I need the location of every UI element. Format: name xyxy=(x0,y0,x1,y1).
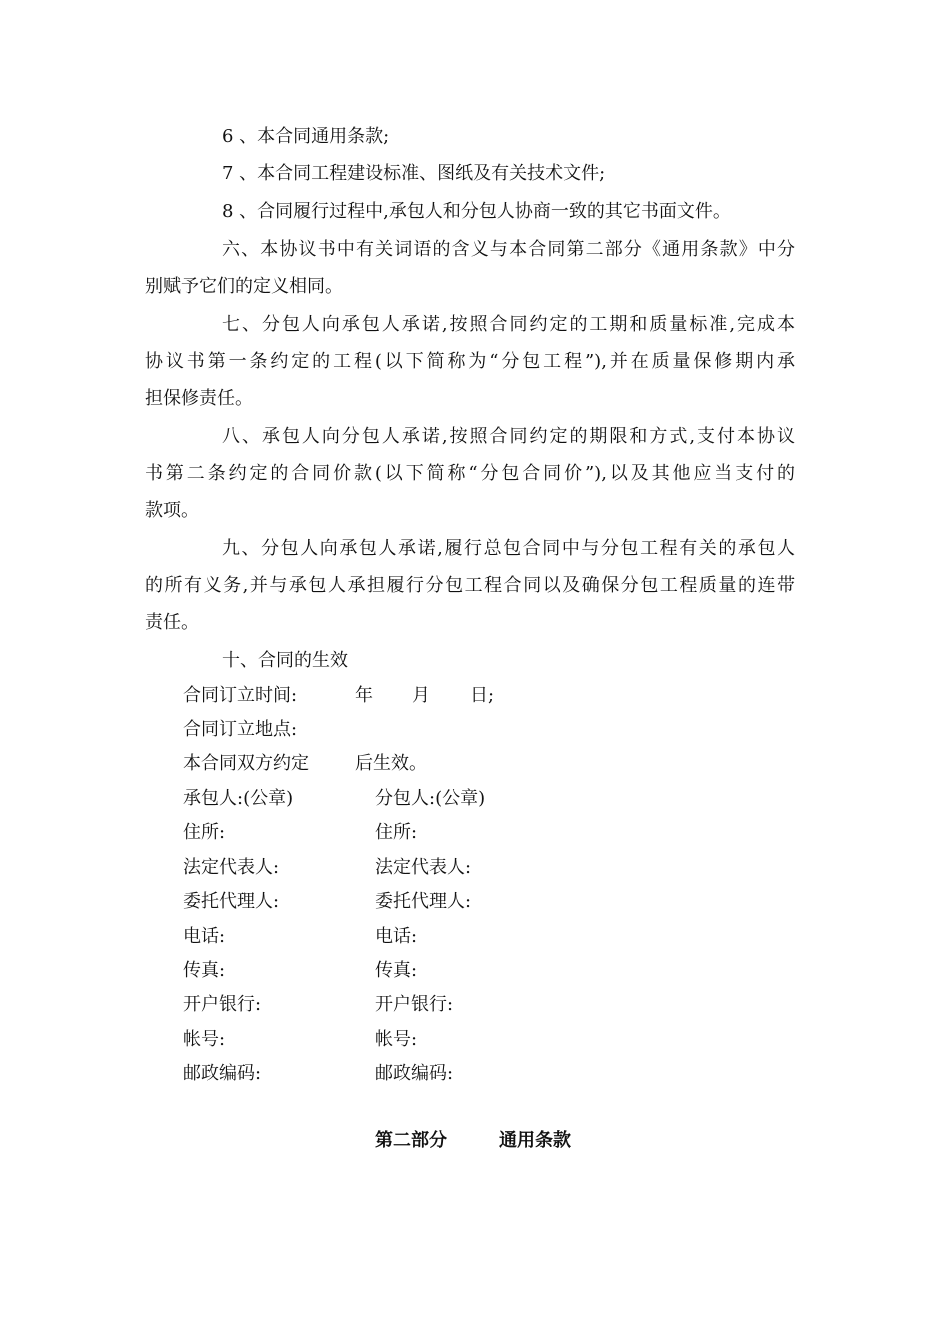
subcontractor-phone-label: 电话: xyxy=(375,926,418,947)
subcontractor-account-label: 帐号: xyxy=(375,1029,418,1050)
clause-9-line-1: 九、分包人向承包人承诺,履行总包合同中与分包工程有关的承包人 xyxy=(222,538,795,559)
signing-year: 年 xyxy=(355,685,373,706)
clause-7-line-2: 协议书第一条约定的工程(以下简称为“分包工程”),并在质量保修期内承 xyxy=(145,351,795,372)
contractor-account-label: 帐号: xyxy=(183,1029,226,1050)
signing-time-label: 合同订立时间: xyxy=(183,685,298,706)
clause-9-line-2: 的所有义务,并与承包人承担履行分包工程合同以及确保分包工程质量的连带 xyxy=(145,575,795,596)
clause-8-line-3: 款项。 xyxy=(145,500,199,521)
clause-8-line-2: 书第二条约定的合同价款(以下简称“分包合同价”),以及其他应当支付的 xyxy=(145,463,795,484)
contractor-postcode-label: 邮政编码: xyxy=(183,1063,262,1084)
subcontractor-address-label: 住所: xyxy=(375,822,418,843)
contractor-address-label: 住所: xyxy=(183,822,226,843)
effective-condition-label: 本合同双方约定 xyxy=(183,753,309,774)
contractor-legal-rep-label: 法定代表人: xyxy=(183,857,280,878)
clause-7-line-3: 担保修责任。 xyxy=(145,388,253,409)
clause-7-line-1: 七、分包人向承包人承诺,按照合同约定的工期和质量标准,完成本 xyxy=(222,314,795,335)
signing-month: 月 xyxy=(412,685,430,706)
clause-6-line-2: 别赋予它们的定义相同。 xyxy=(145,276,343,297)
subcontractor-postcode-label: 邮政编码: xyxy=(375,1063,454,1084)
section-part-heading: 第二部分 xyxy=(375,1130,447,1151)
subcontractor-agent-label: 委托代理人: xyxy=(375,891,472,912)
contractor-seal-label: 承包人:(公章) xyxy=(183,788,294,809)
contractor-agent-label: 委托代理人: xyxy=(183,891,280,912)
clause-8-line-1: 八、承包人向分包人承诺,按照合同约定的期限和方式,支付本协议 xyxy=(222,426,795,447)
subcontractor-seal-label: 分包人:(公章) xyxy=(375,788,486,809)
list-item-6: 6 、本合同通用条款; xyxy=(222,126,390,147)
contractor-phone-label: 电话: xyxy=(183,926,226,947)
contractor-bank-label: 开户银行: xyxy=(183,994,262,1015)
signing-place-label: 合同订立地点: xyxy=(183,719,298,740)
section-name-heading: 通用条款 xyxy=(499,1130,571,1151)
subcontractor-legal-rep-label: 法定代表人: xyxy=(375,857,472,878)
clause-9-line-3: 责任。 xyxy=(145,612,199,633)
subcontractor-bank-label: 开户银行: xyxy=(375,994,454,1015)
list-item-7: 7 、本合同工程建设标准、图纸及有关技术文件; xyxy=(222,163,606,184)
effective-after-label: 后生效。 xyxy=(355,753,427,774)
contractor-fax-label: 传真: xyxy=(183,960,226,981)
signing-day: 日; xyxy=(470,685,495,706)
clause-6-line-1: 六、本协议书中有关词语的含义与本合同第二部分《通用条款》中分 xyxy=(222,239,795,260)
clause-10-heading: 十、合同的生效 xyxy=(222,650,348,671)
subcontractor-fax-label: 传真: xyxy=(375,960,418,981)
list-item-8: 8 、合同履行过程中,承包人和分包人协商一致的其它书面文件。 xyxy=(222,201,731,222)
